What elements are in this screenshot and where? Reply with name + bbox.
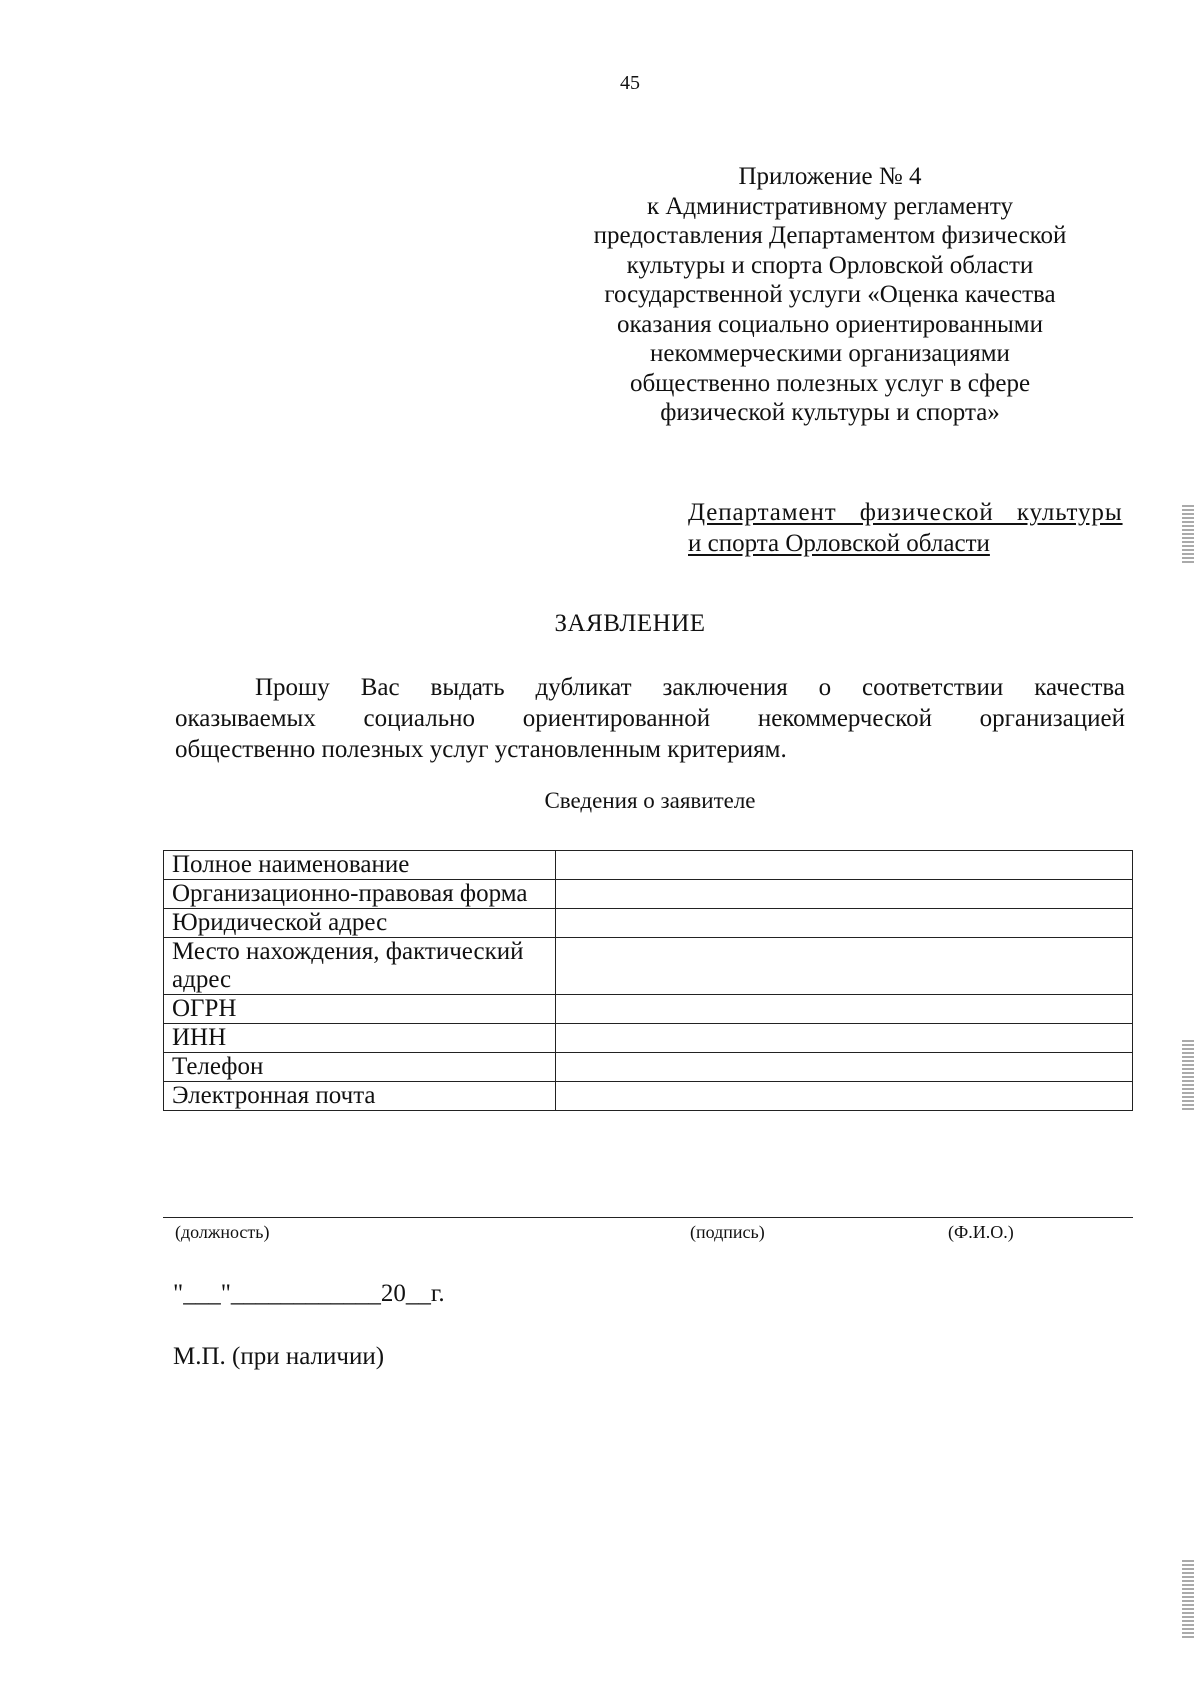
field-value-legal-address[interactable] [556, 909, 1133, 938]
signature-caption: (подпись) [690, 1222, 765, 1242]
request-line-3: общественно полезных услуг установленным критериям. [175, 736, 787, 763]
request-line-1: Прошу Вас выдать дубликат заключения о соответствии качества [255, 674, 1125, 701]
table-row [164, 1053, 1133, 1082]
field-label-legal-form: Организационно-правовая форма [164, 880, 556, 909]
field-value-email[interactable] [556, 1082, 1133, 1111]
appendix-line: физической культуры и спорта» [660, 399, 1000, 426]
scan-artifact [1182, 505, 1194, 565]
name-caption: (Ф.И.О.) [948, 1222, 1014, 1242]
table-row [164, 909, 1133, 938]
field-label-actual-address: Место нахождения, фактический адрес [164, 938, 556, 995]
appendix-line: оказания социально ориентированными [616, 310, 1043, 338]
signature-line [163, 1217, 1133, 1218]
addressee-line-1: Департамент физической культуры [688, 499, 1123, 526]
field-value-full-name[interactable] [556, 851, 1133, 880]
appendix-line: к Административному регламенту [646, 192, 1014, 220]
addressee-line-2: и спорта Орловской области [688, 530, 990, 557]
field-label-phone: Телефон [164, 1053, 556, 1082]
table-row [164, 995, 1133, 1024]
table-row [164, 1024, 1133, 1053]
field-label-ogrn: ОГРН [164, 995, 556, 1024]
seal-note: М.П. (при наличии) [173, 1343, 385, 1370]
page-number: 45 [620, 72, 640, 94]
document-title: ЗАЯВЛЕНИЕ [554, 610, 706, 637]
appendix-line: Приложение № 4 [738, 163, 922, 190]
appendix-line: государственной услуги «Оценка качества [604, 281, 1056, 308]
appendix-line: культуры и спорта Орловской области [626, 251, 1034, 279]
section-title: Сведения о заявителе [544, 788, 756, 813]
table-row [164, 938, 1133, 995]
field-label-legal-address: Юридической адрес [164, 909, 556, 938]
table-row [164, 880, 1133, 909]
table-row [164, 851, 1133, 880]
position-caption: (должность) [175, 1222, 270, 1242]
appendix-line: некоммерческими организациями [650, 340, 1010, 367]
appendix-header [560, 162, 1100, 428]
scan-artifact [1182, 1040, 1194, 1110]
appendix-line: общественно полезных услуг в сфере [629, 369, 1031, 397]
field-value-inn[interactable] [556, 1024, 1133, 1053]
table-row [164, 1082, 1133, 1111]
field-label-inn: ИНН [164, 1024, 556, 1053]
date-line: "___"____________20__г. [173, 1280, 445, 1307]
field-value-legal-form[interactable] [556, 880, 1133, 909]
scan-artifact [1182, 1560, 1194, 1640]
addressee-block [688, 497, 1123, 559]
field-value-ogrn[interactable] [556, 995, 1133, 1024]
field-value-phone[interactable] [556, 1053, 1133, 1082]
applicant-info-table [163, 850, 1133, 1111]
request-line-2: оказываемых социально ориентированной некоммерческой организацией [175, 705, 1125, 732]
field-label-full-name: Полное наименование [164, 851, 556, 880]
request-paragraph [175, 672, 1125, 765]
appendix-line: предоставления Департаментом физической [593, 222, 1067, 249]
field-value-actual-address[interactable] [556, 938, 1133, 995]
field-label-email: Электронная почта [164, 1082, 556, 1111]
